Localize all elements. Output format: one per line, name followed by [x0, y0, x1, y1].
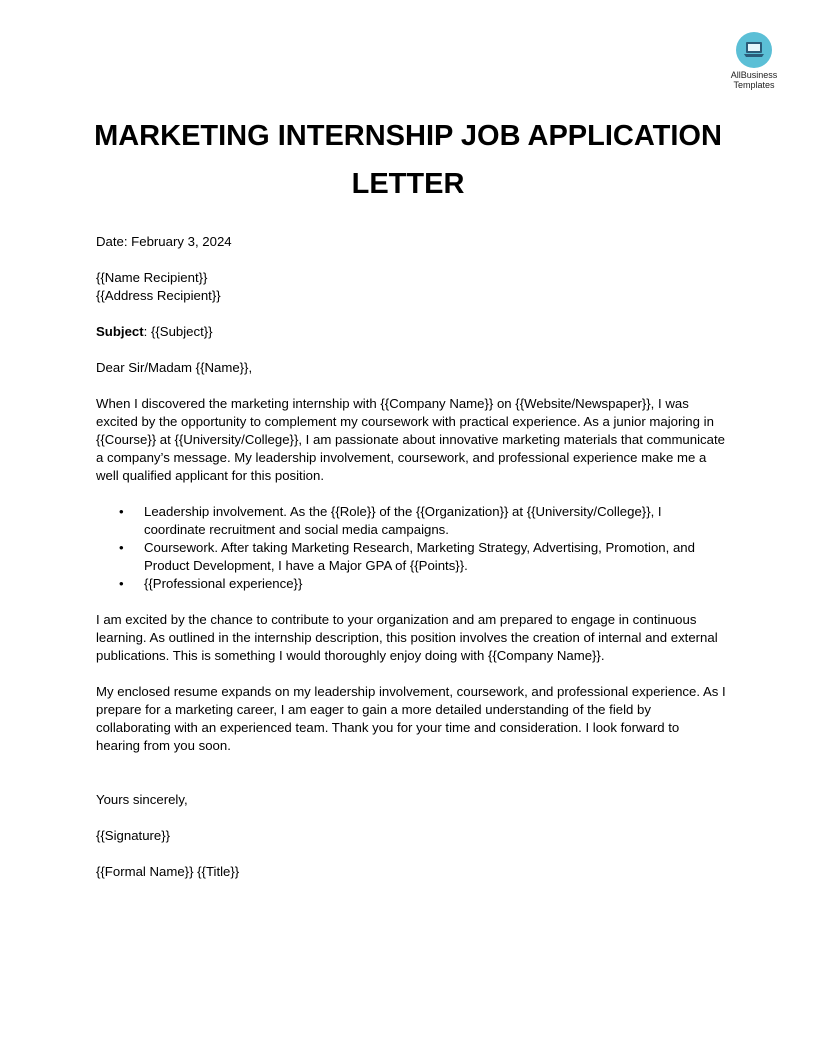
laptop-icon [736, 32, 772, 68]
recipient-name: {{Name Recipient}} [96, 270, 208, 285]
logo-line-1: AllBusiness [730, 70, 778, 80]
list-item [96, 503, 726, 539]
title-line-1: MARKETING INTERNSHIP JOB APPLICATION [94, 120, 722, 152]
list-item [96, 539, 726, 575]
logo-text [722, 70, 786, 90]
signature: {{Signature}} [96, 828, 171, 843]
salutation: Dear Sir/Madam {{Name}}, [96, 360, 253, 375]
paragraph-intro: When I discovered the marketing internship with {{Company Name}} on {{Website/Newspaper}}, I was excited by the opportunity to complement my coursework with practical experience. As a junior majoring in {{Course}} at {{University/College}}, I am passionate about innovative marketing materials that communicate a company’s message. My leadership involvement, coursework, and professional experience make me a well qualified applicant for this position. [96, 396, 725, 483]
recipient-block [96, 269, 726, 305]
list-item-text: {{Professional experience}} [144, 576, 303, 591]
bullet-icon: • [119, 576, 124, 591]
title-line-2: LETTER [351, 168, 465, 200]
formal-name: {{Formal Name}} {{Title}} [96, 864, 240, 879]
list-item-text: Leadership involvement. As the {{Role}} of the {{Organization}} at {{University/College}}, I coordinate recruitment and social media campaigns. [144, 504, 662, 537]
paragraph-contribution: I am excited by the chance to contribute to your organization and am prepared to engage in continuous learning. As outlined in the internship description, this position involves the creation of internal and external publications. This is something I would thoroughly enjoy doing with {{Company Name}}. [96, 612, 718, 663]
bullet-icon: • [119, 504, 124, 519]
subject-line [96, 323, 726, 341]
closing: Yours sincerely, [96, 792, 188, 807]
bullet-icon: • [119, 540, 124, 555]
list-item [96, 575, 726, 593]
list-item-text: Coursework. After taking Marketing Research, Marketing Strategy, Advertising, Promotion, and Product Development, I have a Major GPA of {{Points}}. [144, 540, 695, 573]
subject-value: : {{Subject}} [143, 324, 213, 339]
letter-body [96, 233, 726, 899]
letter-date: Date: February 3, 2024 [96, 234, 232, 249]
qualifications-list [96, 503, 726, 593]
page-title [60, 112, 756, 208]
logo-line-2: Templates [733, 80, 775, 90]
paragraph-resume: My enclosed resume expands on my leadership involvement, coursework, and professional experience. As I prepare for a marketing career, I am eager to gain a more detailed understanding of the field by collaborating with an experienced team. Thank you for your time and consideration. I look forward to hearing from you soon. [96, 684, 726, 753]
allbusiness-templates-logo [722, 32, 786, 90]
subject-label: Subject [96, 324, 144, 339]
recipient-address: {{Address Recipient}} [96, 288, 221, 303]
